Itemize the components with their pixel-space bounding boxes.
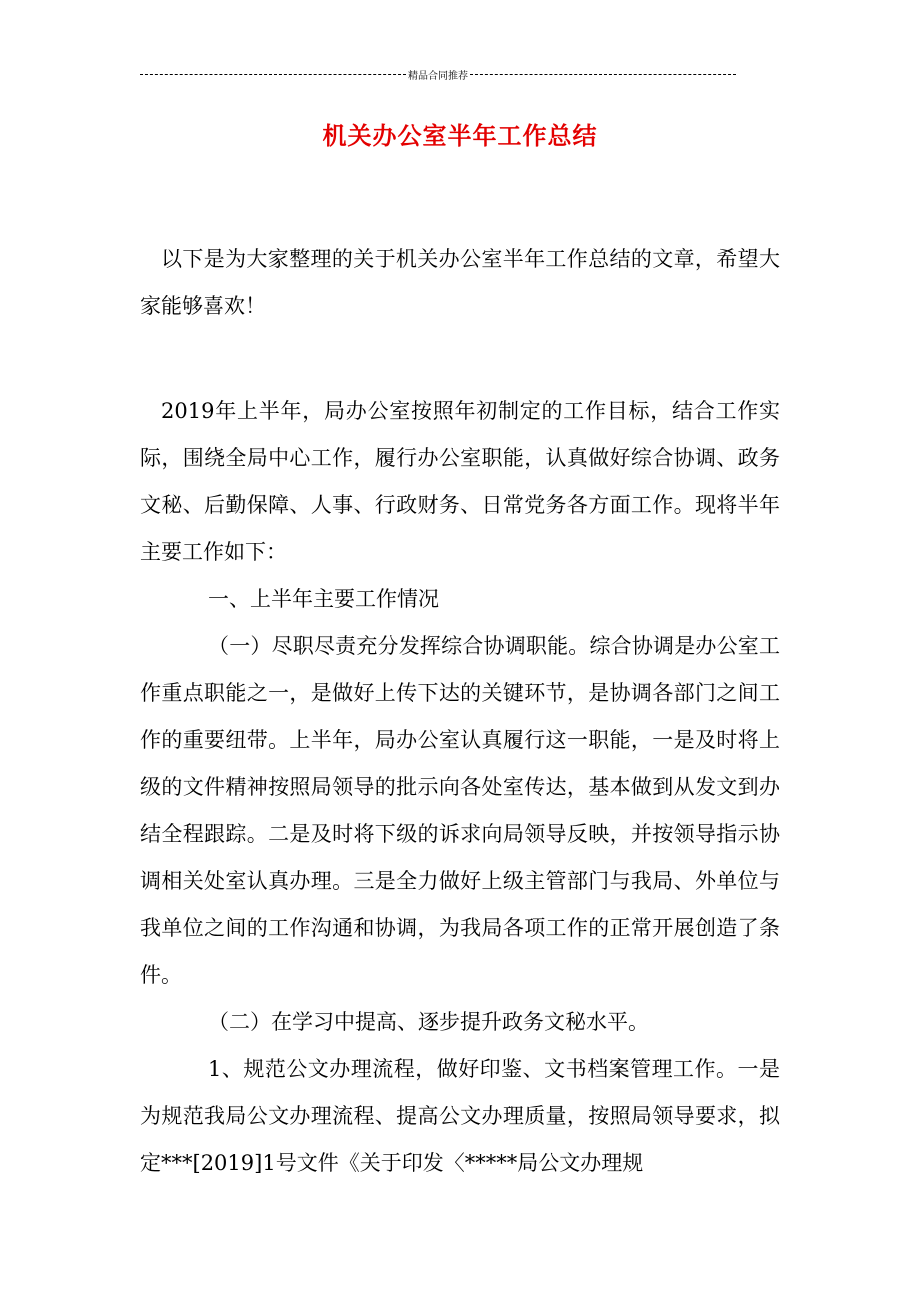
header-dash-left [140,74,406,75]
opening-paragraph: 2019年上半年，局办公室按照年初制定的工作目标，结合工作实际，围绕全局中心工作，履行办公室职能，认真做好综合协调、政务文秘、后勤保障、人事、行政财务、日常党务各方面工作。现将半年主要工作如下： [140,399,780,564]
paragraph-gap [140,330,780,388]
subsection-paragraph: 1、规范公文办理流程，做好印鉴、文书档案管理工作。一是为规范我局公文办理流程、提高公文办理质量，按照局领导要求，拟定***[2019]1号文件《关于印发〈*****局公文办理规 [140,1057,780,1175]
document-body [140,236,780,1187]
section-heading: 一、上半年主要工作情况 [208,587,439,611]
header-dash-right [470,74,736,75]
page-header-rule [140,66,736,82]
section-item-paragraph: （一）尽职尽责充分发挥综合协调职能。综合协调是办公室工作重点职能之一，是做好上传下达的关键环节，是协调各部门之间工作的重要纽带。上半年，局办公室认真履行这一职能，一是及时将上级的文件精神按照局领导的批示向各处室传达，基本做到从发文到办结全程跟踪。二是及时将下级的诉求向局领导反映，并按领导指示协调相关处室认真办理。三是全力做好上级主管部门与我局、外单位与我单位之间的工作沟通和协调，为我局各项工作的正常开展创造了条件。 [140,634,780,987]
document-title: 机关办公室半年工作总结 [322,121,598,150]
intro-paragraph: 以下是为大家整理的关于机关办公室半年工作总结的文章，希望大家能够喜欢！ [140,247,780,318]
header-label: 精品合同推荐 [408,70,468,82]
section-item-heading: （二）在学习中提高、逐步提升政务文秘水平。 [208,1010,649,1034]
